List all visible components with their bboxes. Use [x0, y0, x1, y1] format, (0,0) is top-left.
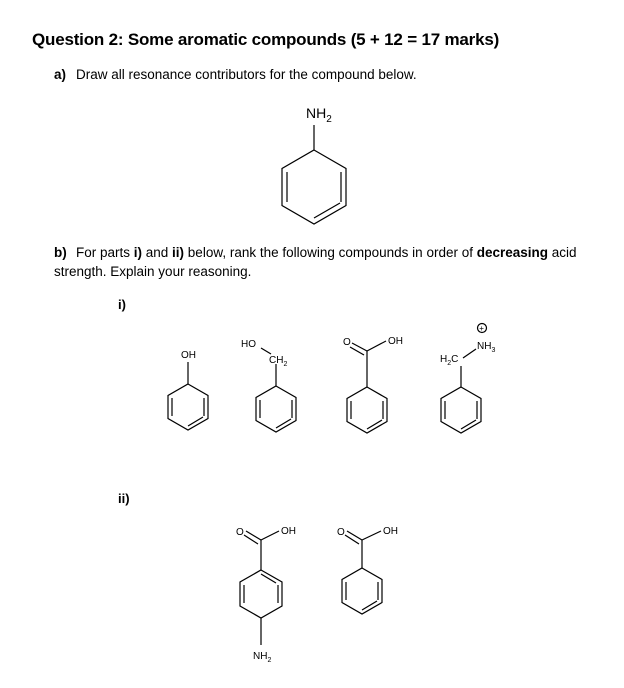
part-b-text-post: acid strength. Explain your reasoning. — [54, 245, 577, 279]
part-b-emphasis: decreasing — [476, 245, 549, 260]
part-b-label: b) — [54, 245, 67, 260]
part-b-and: and — [142, 245, 173, 260]
benzyl-alcohol-ch2-label: $CH_2$ — [269, 355, 288, 368]
part-b-text-mid: below, rank the following compounds in order of — [184, 245, 477, 260]
part-b-i-ref: i) — [133, 245, 143, 260]
phenol-oh-label: OH — [181, 350, 196, 361]
phenol-structure — [168, 362, 208, 430]
benzoic-acid-2-structure — [342, 531, 382, 614]
aniline-structure — [282, 125, 346, 224]
part-b-ii-ref: ii) — [172, 245, 185, 260]
question-title: Question 2: Some aromatic compounds (5 + 12 = 17 marks) — [32, 30, 500, 49]
part-i-label: i) — [118, 297, 126, 312]
part-b-text-pre: For parts — [76, 245, 134, 260]
part-a-text: Draw all resonance contributors for the compound below. — [76, 67, 417, 82]
benzoic-acid-structure — [347, 341, 387, 433]
benzoic-acid-oh-label: OH — [388, 336, 403, 347]
aminobenzoic-oh-label: OH — [281, 526, 296, 537]
aminobenzoic-o-label: O — [236, 527, 244, 538]
benzylammonium-h2c-label: $H_2C$ — [440, 354, 459, 367]
positive-charge-label: + — [479, 324, 484, 333]
benzylammonium-structure — [441, 324, 487, 434]
part-ii-label: ii) — [118, 491, 130, 506]
benzoic-acid-2-o-label: O — [337, 527, 345, 538]
benzoic-acid-2-oh-label: OH — [383, 526, 398, 537]
aminobenzoic-acid-structure — [240, 531, 282, 645]
aminobenzoic-nh2-label: $NH_2$ — [253, 651, 272, 664]
benzyl-alcohol-ho-label: HO — [241, 339, 256, 350]
benzylammonium-nh3-label: $NH_3$ — [477, 341, 496, 354]
part-a-label: a) — [54, 67, 67, 82]
benzoic-acid-o-label: O — [343, 337, 351, 348]
aniline-nh2-label: $NH_2$ — [306, 105, 332, 125]
